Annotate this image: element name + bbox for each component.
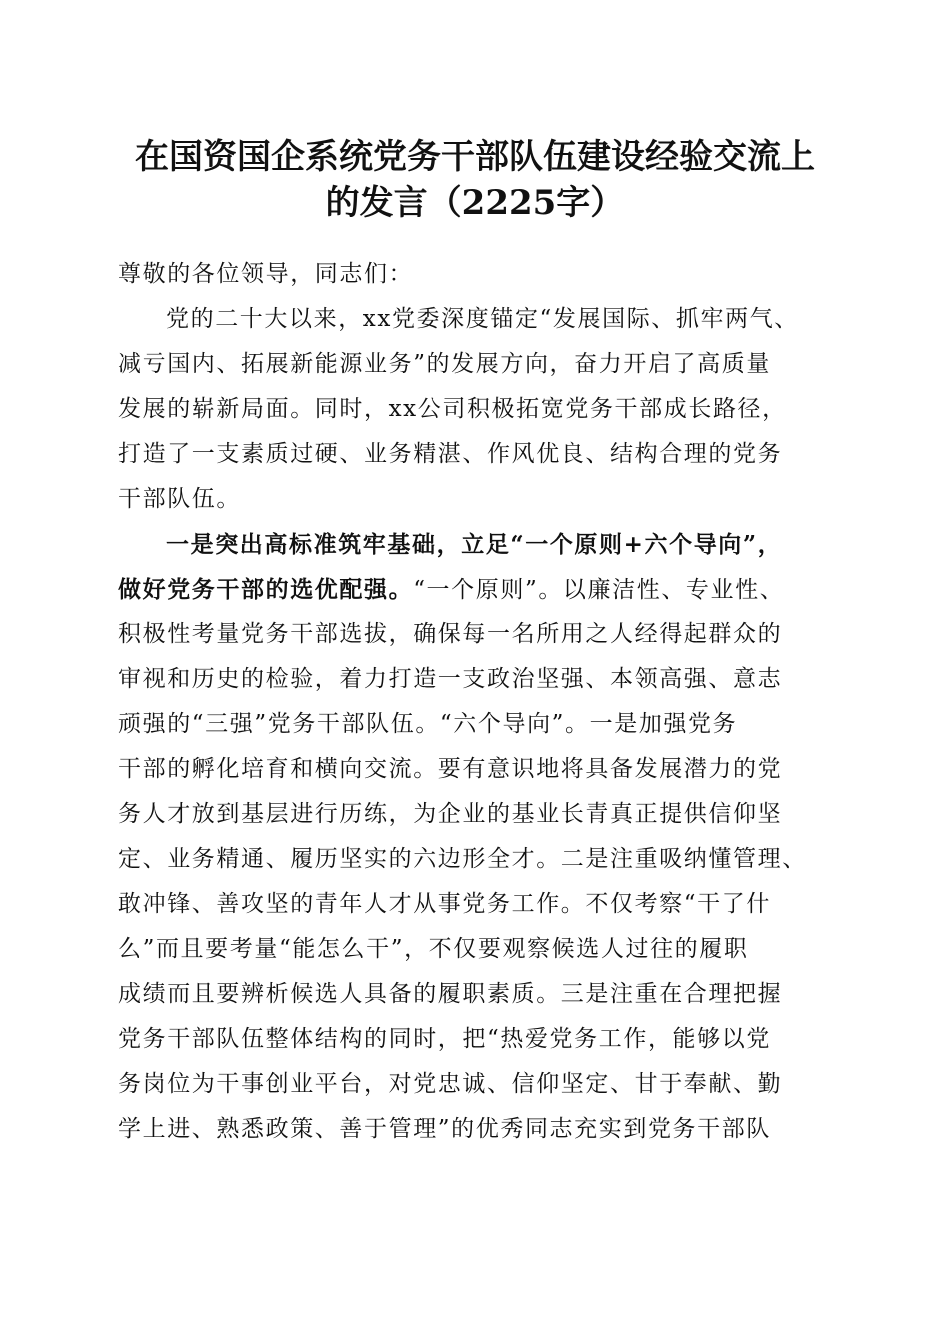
paragraph-line: 敢冲锋、善攻坚的青年人才从事党务工作。不仅考察“干了什 (118, 891, 771, 917)
document-title (100, 134, 850, 226)
paragraph-section-one (118, 522, 838, 1152)
paragraph-line (118, 567, 838, 612)
paragraph-intro (118, 297, 838, 522)
paragraph-line: 减亏国内、拓展新能源业务”的发展方向，奋力开启了高质量 (118, 351, 771, 377)
paragraph-line: 顽强的“三强”党务干部队伍。“六个导向”。一是加强党务 (118, 711, 738, 737)
paragraph-line: 审视和历史的检验，着力打造一支政治坚强、本领高强、意志 (118, 666, 783, 692)
paragraph-line: 干部的孵化培育和横向交流。要有意识地将具备发展潜力的党 (118, 756, 783, 782)
paragraph-line: 打造了一支素质过硬、业务精湛、作风优良、结构合理的党务 (118, 441, 783, 467)
section-heading-line: 一是突出高标准筑牢基础，立足“一个原则+六个导向”， (166, 531, 783, 558)
salutation: 尊敬的各位领导，同志们： (118, 261, 414, 287)
paragraph-line: 么”而且要考量“能怎么干”，不仅要观察候选人过往的履职 (118, 936, 749, 962)
paragraph-line: 党的二十大以来，xx党委深度锚定“发展国际、抓牢两气、 (166, 306, 799, 332)
paragraph-line: 发展的崭新局面。同时，xx公司积极拓宽党务干部成长路径， (118, 396, 787, 422)
paragraph-line: 定、业务精通、履历坚实的六边形全才。二是注重吸纳懂管理、 (118, 846, 807, 872)
title-line: 的发言（2225字） (325, 183, 625, 223)
paragraph-line: 务人才放到基层进行历练，为企业的基业长青真正提供信仰坚 (118, 801, 783, 827)
paragraph-line: 务岗位为干事创业平台，对党忠诚、信仰坚定、甘于奉献、勤 (118, 1071, 783, 1097)
paragraph-text: “一个原则”。以廉洁性、专业性、 (413, 577, 785, 603)
section-heading-line: 做好党务干部的选优配强。 (118, 576, 414, 603)
paragraph-line: 干部队伍。 (118, 486, 241, 512)
document-body (118, 252, 838, 1152)
paragraph-line: 积极性考量党务干部选拔，确保每一名所用之人经得起群众的 (118, 621, 783, 647)
paragraph-line: 成绩而且要辨析候选人具备的履职素质。三是注重在合理把握 (118, 981, 783, 1007)
paragraph-line: 党务干部队伍整体结构的同时，把“热爱党务工作，能够以党 (118, 1026, 771, 1052)
paragraph-line: 学上进、熟悉政策、善于管理”的优秀同志充实到党务干部队 (118, 1116, 771, 1142)
title-line: 在国资国企系统党务干部队伍建设经验交流上 (135, 137, 815, 177)
